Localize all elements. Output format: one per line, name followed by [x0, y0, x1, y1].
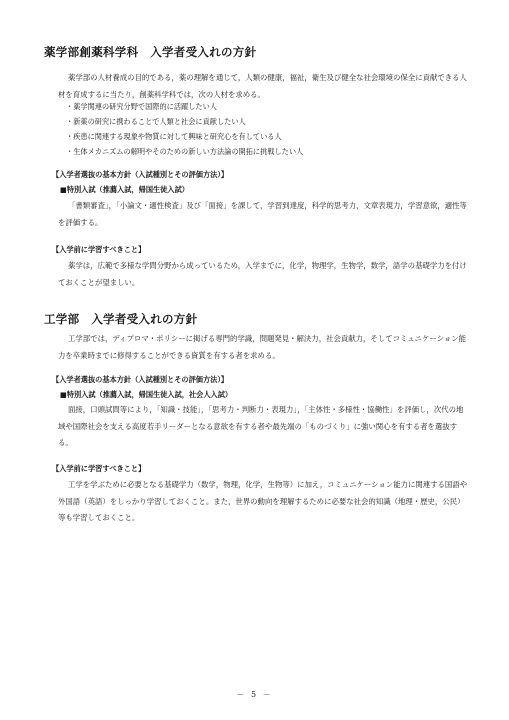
eng-intro: 工学部では，ディプロマ・ポリシーに掲げる専門的学識，問題発見・解決力，社会貢献力，そしてコミュニケーション能力を卒業時までに修得することができる資質を有する者を求める。 — [58, 334, 467, 360]
pharm-study-heading: 【入学前に学習すべきこと】 — [52, 245, 146, 254]
pharm-bullet-list — [66, 99, 303, 159]
eng-special-text: 面接，口頭試問等により，「知識・技能」，「思考力・判断力・表現力」，「主体性・多様性・協働性」を評価し，次代の地域や国際社会を支える高度若手リーダーとなる意欲を有する者や最先端の「ものづくり」に強い関心を有する者を選抜する。 — [58, 405, 464, 447]
list-item: ・新薬の研究に携わることで人類と社会に貢献したい人 — [66, 117, 246, 126]
pharm-study-text: 薬学は，広範で多様な学問分野から成っているため，入学までに，化学，物理学，生物学，数学，語学の基礎学力を付けておくことが望ましい。 — [58, 261, 467, 287]
list-item: ・生体メカニズムの解明やそのための新しい方法論の開拓に挑戦したい人 — [66, 147, 304, 156]
eng-section-title: 工学部 入学者受入れの方針 — [44, 312, 198, 326]
pharm-policy-heading: 【入学者選抜の基本方針（入試種別とその評価方法）】 — [52, 170, 229, 179]
eng-study-text: 工学を学ぶために必要となる基礎学力（数学，物理，化学，生物等）に加え，コミュニケーション能力に関連する国語や外国語（英語）をしっかり学習しておくこと。また，世界の動向を理解するために必要な社会的知識（地理・歴史，公民）等も学習しておくこと。 — [58, 480, 468, 522]
eng-policy-heading: 【入学者選抜の基本方針（入試種別とその評価方法）】 — [52, 375, 229, 384]
pharm-section-title: 薬学部創薬科学科 入学者受入れの方針 — [44, 45, 257, 59]
page-number: － 5 － — [236, 690, 273, 699]
pharm-special-text: 「書類審査」，「小論文・適性検査」及び「面接」を課して，学習到達度，科学的思考力，文章表現力，学習意欲，適性等を評価する。 — [58, 201, 467, 227]
list-item: ・疾患に関連する現象や物質に対して興味と研究心を有している人 — [66, 132, 282, 141]
pharm-special-heading: ■特別入試（推薦入試，帰国生徒入試） — [60, 185, 189, 194]
eng-study-heading: 【入学前に学習すべきこと】 — [52, 464, 146, 473]
list-item: ・薬学関連の研究分野で国際的に活躍したい人 — [66, 102, 217, 111]
pharm-intro: 薬学部の人材養成の目的である，薬の理解を通じて，人類の健康，福祉，衛生及び健全な社会環境の保全に貢献できる人材を育成するに当たり，創薬科学科では，次の人材を求める。 — [58, 73, 467, 99]
eng-special-heading: ■特別入試（推薦入試，帰国生徒入試，社会人入試） — [60, 390, 233, 399]
